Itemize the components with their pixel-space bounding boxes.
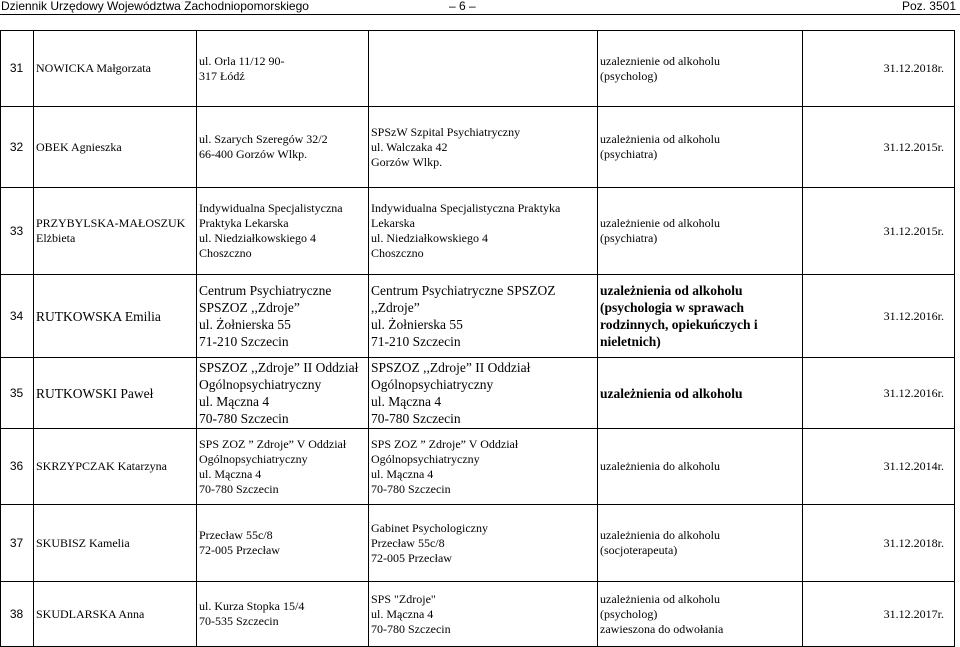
- address: Indywidualna Specjalistyczna Praktyka Lekarska ul. Niedziałkowskiego 4 Choszczno: [197, 188, 369, 275]
- row-number: 36: [1, 429, 34, 505]
- workplace: SPS "Zdroje" ul. Mączna 4 70-780 Szczecin: [369, 582, 598, 647]
- row-number: 38: [1, 582, 34, 647]
- row-number: 31: [1, 31, 34, 107]
- specialization: uzaleznienie od alkoholu (psycholog): [598, 31, 803, 107]
- specialization: uzależnienia od alkoholu: [598, 358, 803, 429]
- workplace: SPS ZOZ ” Zdroje” V Oddział Ogólnopsychiatryczny ul. Mączna 4 70-780 Szczecin: [369, 429, 598, 505]
- experts-table: [0, 30, 955, 647]
- workplace: Centrum Psychiatryczne SPSZOZ ,,Zdroje” ul. Żołnierska 55 71-210 Szczecin: [369, 275, 598, 358]
- row-number: 33: [1, 188, 34, 275]
- row-number: 35: [1, 358, 34, 429]
- workplace: Indywidualna Specjalistyczna Praktyka Lekarska ul. Niedziałkowskiego 4 Choszczno: [369, 188, 598, 275]
- workplace: [369, 31, 598, 107]
- expiry-date: 31.12.2015r.: [803, 107, 955, 188]
- address: Centrum Psychiatryczne SPSZOZ ,,Zdroje” ul. Żołnierska 55 71-210 Szczecin: [197, 275, 369, 358]
- expiry-date: 31.12.2018r.: [803, 505, 955, 582]
- workplace: SPSZOZ ,,Zdroje” II Oddział Ogólnopsychiatryczny ul. Mączna 4 70-780 Szczecin: [369, 358, 598, 429]
- person-name: NOWICKA Małgorzata: [34, 31, 197, 107]
- address: ul. Szarych Szeregów 32/2 66-400 Gorzów Wlkp.: [197, 107, 369, 188]
- specialization: uzależnienie od alkoholu (psychiatra): [598, 188, 803, 275]
- specialization: uzależnienia od alkoholu (psychologia w sprawach rodzinnych, opiekuńczych i nieletnich): [598, 275, 803, 358]
- table-row: [1, 188, 955, 275]
- person-name: OBEK Agnieszka: [34, 107, 197, 188]
- expiry-date: 31.12.2015r.: [803, 188, 955, 275]
- table-row: [1, 275, 955, 358]
- person-name: SKUBISZ Kamelia: [34, 505, 197, 582]
- row-number: 32: [1, 107, 34, 188]
- journal-title: Dziennik Urzędowy Województwa Zachodniopomorskiego: [1, 0, 309, 13]
- table-row: [1, 358, 955, 429]
- person-name: RUTKOWSKA Emilia: [34, 275, 197, 358]
- expiry-date: 31.12.2016r.: [803, 275, 955, 358]
- person-name: PRZYBYLSKA-MAŁOSZUK Elżbieta: [34, 188, 197, 275]
- person-name: SKRZYPCZAK Katarzyna: [34, 429, 197, 505]
- person-name: SKUDLARSKA Anna: [34, 582, 197, 647]
- row-number: 34: [1, 275, 34, 358]
- specialization: uzależnienia od alkoholu (psycholog) zawieszona do odwołania: [598, 582, 803, 647]
- table-row: [1, 429, 955, 505]
- expiry-date: 31.12.2014r.: [803, 429, 955, 505]
- page-number: – 6 –: [449, 0, 476, 13]
- person-name: RUTKOWSKI Paweł: [34, 358, 197, 429]
- address: SPSZOZ ,,Zdroje” II Oddział Ogólnopsychiatryczny ul. Mączna 4 70-780 Szczecin: [197, 358, 369, 429]
- specialization: uzależnienia do alkoholu: [598, 429, 803, 505]
- address: SPS ZOZ ” Zdroje” V Oddział Ogólnopsychiatryczny ul. Mączna 4 70-780 Szczecin: [197, 429, 369, 505]
- address: ul. Orla 11/12 90- 317 Łódź: [197, 31, 369, 107]
- specialization: uzależnienia od alkoholu (psychiatra): [598, 107, 803, 188]
- table-row: [1, 107, 955, 188]
- position-number: Poz. 3501: [901, 0, 956, 13]
- expiry-date: 31.12.2018r.: [803, 31, 955, 107]
- table-row: [1, 582, 955, 647]
- workplace: Gabinet Psychologiczny Przecław 55c/8 72-005 Przecław: [369, 505, 598, 582]
- table-row: [1, 505, 955, 582]
- row-number: 37: [1, 505, 34, 582]
- page-header: [0, 0, 960, 14]
- address: ul. Kurza Stopka 15/4 70-535 Szczecin: [197, 582, 369, 647]
- expiry-date: 31.12.2017r.: [803, 582, 955, 647]
- workplace: SPSzW Szpital Psychiatryczny ul. Walczaka 42 Gorzów Wlkp.: [369, 107, 598, 188]
- address: Przecław 55c/8 72-005 Przecław: [197, 505, 369, 582]
- table-row: [1, 31, 955, 107]
- expiry-date: 31.12.2016r.: [803, 358, 955, 429]
- header-rule: [0, 14, 960, 15]
- specialization: uzależnienia do alkoholu (socjoterapeuta): [598, 505, 803, 582]
